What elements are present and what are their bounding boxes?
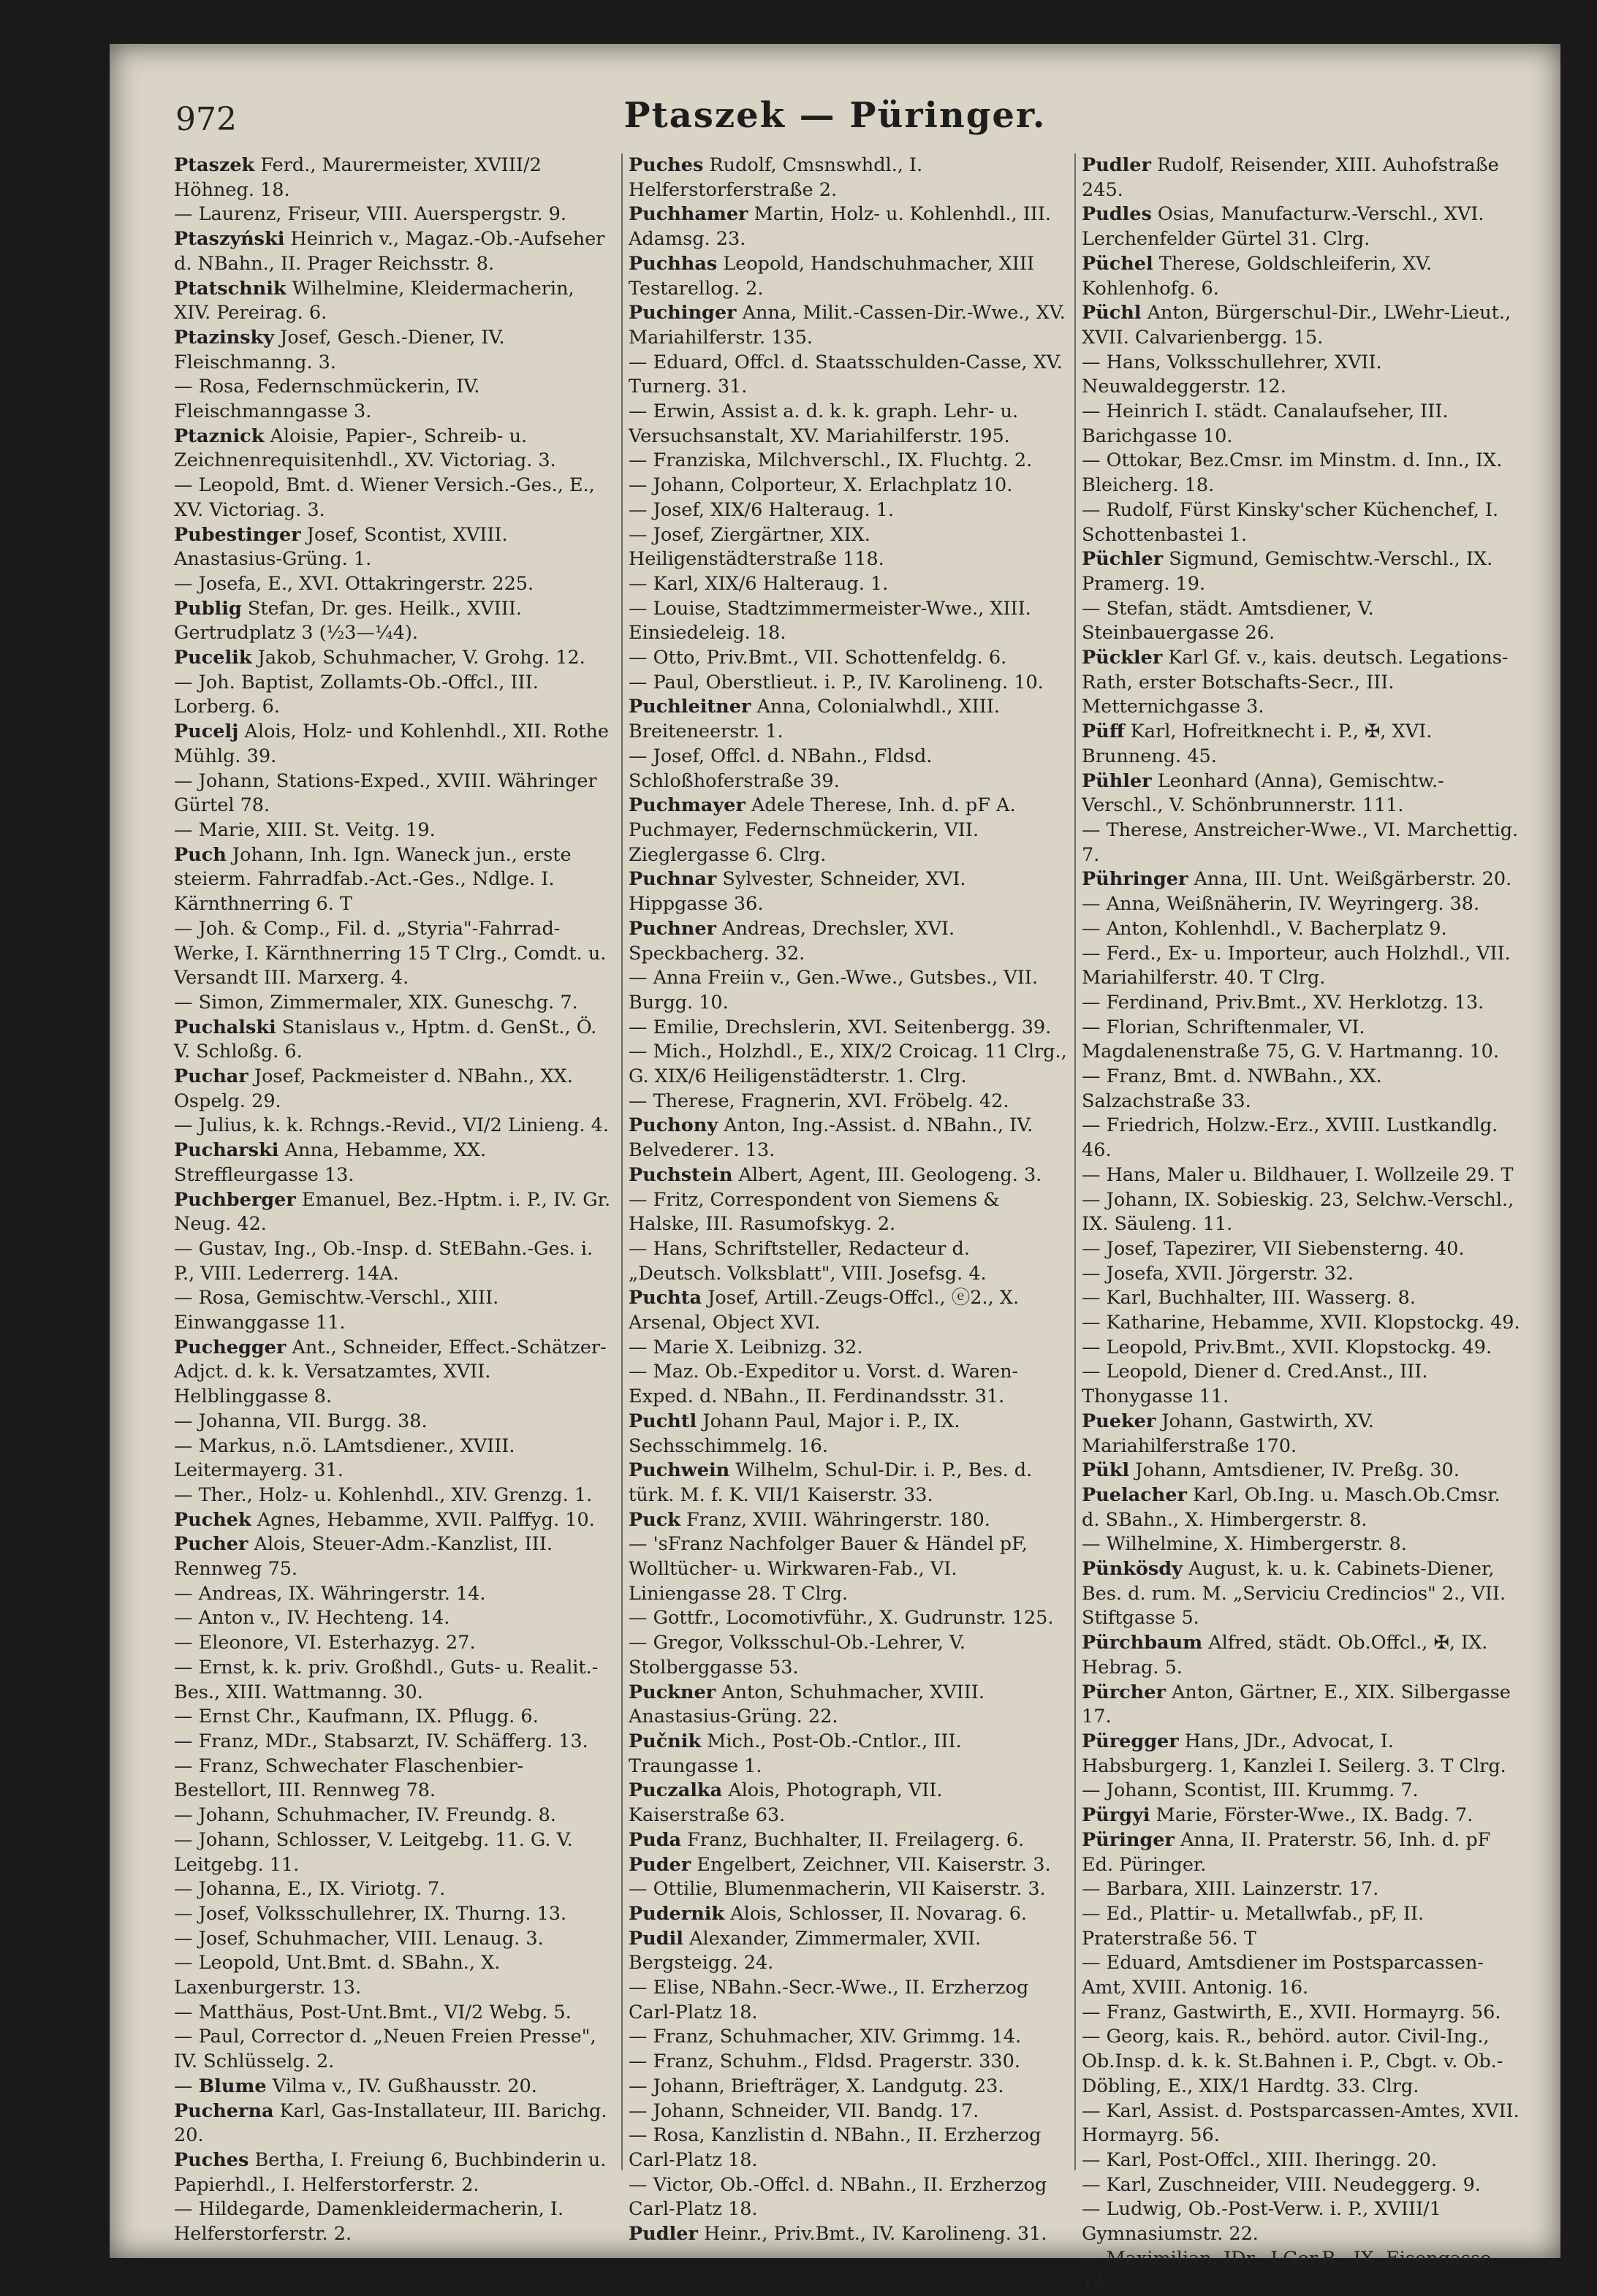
directory-entry: Pučnik Mich., Post-Ob.-Cntlor., III. Traungasse 1. xyxy=(629,1730,962,1777)
directory-entry: — Therese, Fragnerin, XVI. Fröbelg. 42. xyxy=(629,1090,1009,1112)
directory-entry: Puchwein Wilhelm, Schul-Dir. i. P., Bes. d. türk. M. f. K. VII/1 Kaiserstr. 33. xyxy=(629,1459,1033,1506)
directory-entry: Pürchbaum Alfred, städt. Ob.Offcl., ✠, IX. Hebrag. 5. xyxy=(1082,1632,1488,1679)
directory-entry: Pucelj Alois, Holz- und Kohlenhdl., XII. Rothe Mühlg. 39. xyxy=(174,721,609,767)
directory-entry: — Rosa, Gemischtw.-Verschl., XIII. Einwanggasse 11. xyxy=(174,1287,499,1334)
directory-entry: — Stefan, städt. Amtsdiener, V. Steinbauergasse 26. xyxy=(1082,597,1374,645)
directory-entry: Püringer Anna, II. Praterstr. 56, Inh. d. pF Ed. Püringer. xyxy=(1082,1828,1491,1876)
directory-entry: — Ed., Plattir- u. Metallwfab., pF, II. Praterstraße 56. T xyxy=(1082,1902,1425,1950)
directory-entry: — Ferd., Ex- u. Importeur, auch Holzhdl., VII. Mariahilferstr. 40. T Clrg. xyxy=(1082,942,1511,989)
directory-entry: Püchel Therese, Goldschleiferin, XV. Kohlenhofg. 6. xyxy=(1082,252,1433,300)
directory-entry: — Josef, XIX/6 Halteraug. 1. xyxy=(629,498,895,521)
directory-entry: — Laurenz, Friseur, VIII. Auerspergstr. 9. xyxy=(174,203,566,226)
directory-entry: — Rosa, Kanzlistin d. NBahn., II. Erzherzog Carl-Platz 18. xyxy=(629,2124,1042,2171)
column-divider xyxy=(621,153,623,2170)
directory-entry: Puchek Agnes, Hebamme, XVII. Palffyg. 10. xyxy=(174,1508,595,1531)
directory-entry: Puder Engelbert, Zeichner, VII. Kaiserstr. 3. xyxy=(629,1853,1051,1876)
directory-entry: — Leopold, Diener d. Cred.Anst., III. Thonygasse 11. xyxy=(1082,1361,1428,1408)
directory-entry: — Marie X. Leibnizg. 32. xyxy=(629,1336,863,1358)
directory-entry: — Leopold, Bmt. d. Wiener Versich.-Ges., E., XV. Victoriag. 3. xyxy=(174,474,595,521)
directory-entry: — Katharine, Hebamme, XVII. Klopstockg. 49. xyxy=(1082,1312,1520,1334)
directory-entry: Pünkösdy August, k. u. k. Cabinets-Diener, Bes. d. rum. M. „Serviciu Credincios" 2., VII. Stiftgasse 5. xyxy=(1082,1558,1506,1630)
directory-entry: Pudler Heinr., Priv.Bmt., IV. Karolineng. 31. xyxy=(629,2223,1047,2246)
directory-entry: Pudil Alexander, Zimmermaler, XVII. Bergsteigg. 24. xyxy=(629,1927,982,1974)
page-title: Ptaszek — Püringer. xyxy=(623,95,1047,136)
directory-entry: — Louise, Stadtzimmermeister-Wwe., XIII. Einsiedeleig. 18. xyxy=(629,597,1031,645)
directory-entry: — Ottilie, Blumenmacherin, VII Kaiserstr. 3. xyxy=(629,1878,1046,1901)
directory-entry: — Johann, Schneider, VII. Bandg. 17. xyxy=(629,2099,979,2122)
directory-entry: — Leopold, Priv.Bmt., XVII. Klopstockg. 49. xyxy=(1082,1336,1492,1358)
directory-entry: — Johann, Stations-Exped., XVIII. Währinger Gürtel 78. xyxy=(174,769,597,817)
directory-entry: — Anton v., IV. Hechteng. 14. xyxy=(174,1607,450,1630)
directory-entry: — Therese, Anstreicher-Wwe., VI. Marchettig. 7. xyxy=(1082,818,1519,866)
directory-entry: — Franz, Gastwirth, E., XVII. Hormayrg. 56. xyxy=(1082,2001,1501,2023)
directory-entry: Puchony Anton, Ing.-Assist. d. NBahn., IV. Belvederег. 13. xyxy=(629,1114,1033,1162)
directory-entry: Pudler Rudolf, Reisender, XIII. Auhofstraße 245. xyxy=(1082,154,1499,201)
directory-entry: — Franziska, Milchverschl., IX. Fluchtg. 2. xyxy=(629,449,1033,472)
directory-entry: — Ferdinand, Priv.Bmt., XV. Herklotzg. 13. xyxy=(1082,991,1484,1014)
directory-entry: — Ludwig, Ob.-Post-Verw. i. P., XVIII/1 Gymnasiumstr. 22. xyxy=(1082,2198,1441,2246)
directory-entry: — Rudolf, Fürst Kinsky'scher Küchenchef, I. Schottenbastei 1. xyxy=(1082,498,1499,546)
directory-entry: — Elise, NBahn.-Secr.-Wwe., II. Erzherzog Carl-Platz 18. xyxy=(629,1977,1029,2023)
directory-entry: Pucherna Karl, Gas-Installateur, III. Barichg. 20. xyxy=(174,2099,607,2147)
directory-entry: Puchmayer Adele Therese, Inh. d. pF A. Puchmayer, Federnschmückerin, VII. Zieglergasse 6. Clrg. xyxy=(629,794,1016,866)
column-3 xyxy=(1082,153,1520,2296)
directory-entry: Puchhamer Martin, Holz- u. Kohlenhdl., III. Adamsg. 23. xyxy=(629,203,1052,251)
directory-entry: — Leopold, Unt.Bmt. d. SBahn., X. Laxenburgerstr. 13. xyxy=(174,1952,501,1999)
column-divider xyxy=(1074,153,1076,2170)
directory-entry: — Josef, Volksschullehrer, IX. Thurng. 13. xyxy=(174,1902,567,1925)
directory-entry: Püff Karl, Hofreitknecht i. P., ✠, XVI. Brunneng. 45. xyxy=(1082,721,1433,767)
directory-entry: Pucelik Jakob, Schuhmacher, V. Grohg. 12. xyxy=(174,647,585,669)
directory-entry: — Johann, IX. Sobieskig. 23, Selchw.-Verschl., IX. Säuleng. 11. xyxy=(1082,1188,1514,1236)
directory-entry: Publig Stefan, Dr. ges. Heilk., XVIII. Gertrudplatz 3 (½3—¼4). xyxy=(174,597,522,645)
directory-entry: Pueker Johann, Gastwirth, XV. Mariahilferstraße 170. xyxy=(1082,1410,1374,1457)
directory-entry: — Paul, Corrector d. „Neuen Freien Presse", IV. Schlüsselg. 2. xyxy=(174,2026,596,2073)
directory-entry: — Blume Vilma v., IV. Gußhausstr. 20. xyxy=(174,2075,537,2097)
directory-entry: — Josef, Ziergärtner, XIX. Heiligenstädterstraße 118. xyxy=(629,523,884,571)
directory-entry: — Florian, Schriftenmaler, VI. Magdalenenstraße 75, G. V. Hartmanng. 10. xyxy=(1082,1016,1499,1063)
directory-entry: — Barbara, XIII. Lainzerstr. 17. xyxy=(1082,1878,1379,1901)
directory-entry: Puchner Andreas, Drechsler, XVI. Speckbacherg. 32. xyxy=(629,917,955,965)
directory-entry: Ptatschnik Wilhelmine, Kleidermacherin, XIV. Pereirag. 6. xyxy=(174,277,574,324)
directory-entry: Puchinger Anna, Milit.-Cassen-Dir.-Wwe., XV. Mariahilferstr. 135. xyxy=(629,302,1066,349)
directory-entry: — Johanna, VII. Burgg. 38. xyxy=(174,1410,428,1432)
directory-entry: — Karl, XIX/6 Halteraug. 1. xyxy=(629,572,889,595)
directory-entry: — Eleonore, VI. Esterhazyg. 27. xyxy=(174,1632,476,1654)
directory-entry: — Ther., Holz- u. Kohlenhdl., XIV. Grenzg. 1. xyxy=(174,1483,593,1506)
directory-entry: Pucher Alois, Steuer-Adm.-Kanzlist, III. Rennweg 75. xyxy=(174,1533,553,1581)
directory-entry: Puchleitner Anna, Colonialwhdl., XIII. Breiteneerstr. 1. xyxy=(629,696,1000,743)
directory-entry: Ptazinsky Josef, Gesch.-Diener, IV. Fleischmanng. 3. xyxy=(174,326,505,373)
directory-entry: Puchalski Stanislaus v., Hptm. d. GenSt., Ö. V. Schloßg. 6. xyxy=(174,1016,597,1063)
directory-entry: — Karl, Assist. d. Postsparcassen-Amtes, XVII. Hormayrg. 56. xyxy=(1082,2099,1520,2147)
directory-entry: — Hans, Schriftsteller, Redacteur d. „Deutsch. Volksblatt", VIII. Josefsg. 4. xyxy=(629,1237,987,1285)
directory-entry: — Anna, Weißnäherin, IV. Weyringerg. 38. xyxy=(1082,893,1480,916)
directory-entry: — Ernst, k. k. priv. Großhdl., Guts- u. Realit.-Bes., XIII. Wattmanng. 30. xyxy=(174,1656,599,1703)
directory-entry: Puchberger Emanuel, Bez.-Hptm. i. P., IV. Gr. Neug. 42. xyxy=(174,1188,611,1236)
directory-entry: — Johann, Briefträger, X. Landgutg. 23. xyxy=(629,2075,1004,2097)
directory-entry: Pühler Leonhard (Anna), Gemischtw.-Verschl., V. Schönbrunnerstr. 111. xyxy=(1082,769,1444,817)
directory-entry: — Josefa, E., XVI. Ottakringerstr. 225. xyxy=(174,572,534,595)
directory-entry: — Maz. Ob.-Expeditor u. Vorst. d. Waren-Exped. d. NBahn., II. Ferdinandsstr. 31. xyxy=(629,1361,1019,1408)
directory-entry: Puda Franz, Buchhalter, II. Freilagerg. 6. xyxy=(629,1828,1025,1851)
directory-entry: — Joh. Baptist, Zollamts-Ob.-Offcl., III. Lorberg. 6. xyxy=(174,671,539,718)
directory-entry: — Julius, k. k. Rchngs.-Revid., VI/2 Linieng. 4. xyxy=(174,1114,610,1137)
directory-entry: — 'sFranz Nachfolger Bauer & Händel pF, Wolltücher- u. Wirkwaren-Fab., VI. Liniengasse 28. T Clrg. xyxy=(629,1533,1028,1605)
directory-entry: — Gustav, Ing., Ob.-Insp. d. StEBahn.-Ges. i. P., VIII. Lederrerg. 14A. xyxy=(174,1237,593,1285)
directory-entry: — Franz, Schuhm., Fldsd. Pragerstr. 330. xyxy=(629,2050,1020,2073)
directory-entry: — Simon, Zimmermaler, XIX. Guneschg. 7. xyxy=(174,991,578,1014)
directory-entry: Pürgyi Marie, Förster-Wwe., IX. Badg. 7. xyxy=(1082,1804,1473,1827)
directory-entry: — Franz, Bmt. d. NWBahn., XX. Salzachstraße 33. xyxy=(1082,1065,1382,1112)
directory-entry: Puches Rudolf, Cmsnswhdl., I. Helferstorferstraße 2. xyxy=(629,154,923,201)
directory-entry: Puelacher Karl, Ob.Ing. u. Masch.Ob.Cmsr. d. SBahn., X. Himbergerstr. 8. xyxy=(1082,1483,1501,1531)
directory-entry: Puchtl Johann Paul, Major i. P., IX. Sechsschimmelg. 16. xyxy=(629,1410,960,1457)
directory-entry: Pükl Johann, Amtsdiener, IV. Preßg. 30. xyxy=(1082,1459,1460,1482)
directory-entry: — Eduard, Amtsdiener im Postsparcassen-Amt, XVIII. Antonig. 16. xyxy=(1082,1952,1484,1999)
page-number: 972 xyxy=(175,101,237,138)
directory-entry: Puchstein Albert, Agent, III. Geologeng. 3. xyxy=(629,1163,1042,1186)
directory-entry: — Matthäus, Post-Unt.Bmt., VI/2 Webg. 5. xyxy=(174,2001,572,2023)
directory-entry: — Gregor, Volksschul-Ob.-Lehrer, V. Stolberggasse 53. xyxy=(629,1632,966,1679)
directory-entry: Pürcher Anton, Gärtner, E., XIX. Silbergasse 17. xyxy=(1082,1681,1511,1728)
directory-entry: Ptaszek Ferd., Maurermeister, XVIII/2 Höhneg. 18. xyxy=(174,154,542,201)
directory-entry: Pückler Karl Gf. v., kais. deutsch. Legations-Rath, erster Botschafts-Secr., III. Metternichgasse 3. xyxy=(1082,647,1509,718)
directory-entry: — Hildegarde, Damenkleidermacherin, I. Helferstorferstr. 2. xyxy=(174,2198,564,2246)
directory-entry: — Paul, Oberstlieut. i. P., IV. Karolineng. 10. xyxy=(629,671,1044,693)
directory-entry: Püregger Hans, JDr., Advocat, I. Habsburgerg. 1, Kanzlei I. Seilerg. 3. T Clrg. xyxy=(1082,1730,1506,1777)
directory-entry: — Josefa, XVII. Jörgerstr. 32. xyxy=(1082,1262,1354,1285)
directory-entry: — Josef, Tapezirer, VII Siebensterng. 40. xyxy=(1082,1237,1465,1260)
directory-entry: Pubestinger Josef, Scontist, XVIII. Anastasius-Grüng. 1. xyxy=(174,523,508,571)
directory-entry: Puchegger Ant., Schneider, Effect.-Schätzer-Adjct. d. k. k. Versatzamtes, XVII. Helblinggasse 8. xyxy=(174,1336,607,1408)
directory-entry: — Anna Freiin v., Gen.-Wwe., Gutsbes., VII. Burgg. 10. xyxy=(629,967,1038,1014)
directory-entry: — Mich., Holzhdl., E., XIX/2 Croicag. 11 Clrg., G. XIX/6 Heiligenstädterstr. 1. Clrg. xyxy=(629,1041,1067,1088)
directory-entry: Puchar Josef, Packmeister d. NBahn., XX. Ospelg. 29. xyxy=(174,1065,573,1112)
directory-entry: — Wilhelmine, X. Himbergerstr. 8. xyxy=(1082,1533,1407,1556)
directory-entry: Pühringer Anna, III. Unt. Weißgärberstr. 20. xyxy=(1082,868,1512,891)
directory-entry: — Georg, kais. R., behörd. autor. Civil-Ing., Ob.Insp. d. k. k. St.Bahnen i. P., Cbgt. v. Ob.-Döbling, E., XIX/1 Hardtg. 33. Clrg. xyxy=(1082,2026,1503,2097)
directory-entry: — Andreas, IX. Währingerstr. 14. xyxy=(174,1582,486,1605)
directory-entry: Püchler Sigmund, Gemischtw.-Verschl., IX. Pramerg. 19. xyxy=(1082,548,1493,595)
directory-entry: — Joh. & Comp., Fil. d. „Styria"-Fahrrad-Werke, I. Kärnthnerring 15 T Clrg., Comdt. u. Versandt III. Marxerg. 4. xyxy=(174,917,607,989)
directory-entry: — Eduard, Offcl. d. Staatsschulden-Casse, XV. Turnerg. 31. xyxy=(629,351,1063,398)
directory-entry: — Johann, Schuhmacher, IV. Freundg. 8. xyxy=(174,1804,556,1827)
directory-entry: — Marie, XIII. St. Veitg. 19. xyxy=(174,818,436,841)
directory-entry: — Johann, Colporteur, X. Erlachplatz 10. xyxy=(629,474,1013,497)
directory-entry: Puchhas Leopold, Handschuhmacher, XIII Testarellog. 2. xyxy=(629,252,1035,300)
directory-entry: — Ottokar, Bez.Cmsr. im Minstm. d. Inn., IX. Bleicherg. 18. xyxy=(1082,449,1503,497)
directory-entry: Puczalka Alois, Photograph, VII. Kaiserstraße 63. xyxy=(629,1779,943,1827)
directory-entry: — Markus, n.ö. LAmtsdiener., XVIII. Leitermayerg. 31. xyxy=(174,1434,515,1482)
directory-entry: — Josef, Offcl. d. NBahn., Fldsd. Schloßhoferstraße 39. xyxy=(629,745,933,792)
directory-entry: — Victor, Ob.-Offcl. d. NBahn., II. Erzherzog Carl-Platz 18. xyxy=(629,2173,1047,2221)
directory-entry: Puck Franz, XVIII. Währingerstr. 180. xyxy=(629,1508,990,1531)
directory-entry: Puckner Anton, Schuhmacher, XVIII. Anastasius-Grüng. 22. xyxy=(629,1681,985,1728)
directory-entry: — Karl, Post-Offcl., XIII. Iheringg. 20. xyxy=(1082,2148,1437,2171)
directory-entry: — Franz, Schwechater Flaschenbier-Bestellort, III. Rennweg 78. xyxy=(174,1755,524,1802)
directory-entry: Ptaszyński Heinrich v., Magaz.-Ob.-Aufseher d. NBahn., II. Prager Reichsstr. 8. xyxy=(174,228,605,275)
directory-entry: Püchl Anton, Bürgerschul-Dir., LWehr-Lieut., XVII. Calvarienbergg. 15. xyxy=(1082,302,1511,349)
directory-entry: Pucharski Anna, Hebamme, XX. Streffleurgasse 13. xyxy=(174,1139,487,1186)
directory-entry: — Franz, Schuhmacher, XIV. Grimmg. 14. xyxy=(629,2026,1022,2048)
directory-entry: Puchnar Sylvester, Schneider, XVI. Hippgasse 36. xyxy=(629,868,966,916)
directory-entry: — Hans, Maler u. Bildhauer, I. Wollzeile 29. T xyxy=(1082,1163,1514,1186)
directory-entry: Puchta Josef, Artill.-Zeugs-Offcl., ⓔ2., X. Arsenal, Object XVI. xyxy=(629,1287,1020,1334)
directory-entry: Ptaznick Aloisie, Papier-, Schreib- u. Zeichnenrequisitenhdl., XV. Victoriag. 3. xyxy=(174,425,556,472)
directory-entry: — Johanna, E., IX. Viriotg. 7. xyxy=(174,1878,446,1901)
directory-entry: — Otto, Priv.Bmt., VII. Schottenfeldg. 6. xyxy=(629,647,1007,669)
directory-entry: — Johann, Scontist, III. Krummg. 7. xyxy=(1082,1779,1419,1802)
directory-entry: — Erwin, Assist a. d. k. k. graph. Lehr- u. Versuchsanstalt, XV. Mariahilferstr. 195. xyxy=(629,400,1019,447)
directory-entry: — Friedrich, Holzw.-Erz., XVIII. Lustkandlg. 46. xyxy=(1082,1114,1498,1162)
directory-entry: — Karl, Zuschneider, VIII. Neudeggerg. 9. xyxy=(1082,2173,1481,2196)
directory-entry: Pudles Osias, Manufacturw.-Verschl., XVI. Lerchenfelder Gürtel 31. Clrg. xyxy=(1082,203,1484,251)
directory-entry: — Anton, Kohlenhdl., V. Bacherplatz 9. xyxy=(1082,917,1447,940)
directory-entry: Puch Johann, Inh. Ign. Waneck jun., erste steierm. Fahrradfab.-Act.-Ges., Ndlge. I. Kärnthnerring 6. T xyxy=(174,843,572,916)
directory-entry: — Josef, Schuhmacher, VIII. Lenaug. 3. xyxy=(174,1927,544,1950)
column-1 xyxy=(174,153,612,2247)
directory-entry: — Rosa, Federnschmückerin, IV. Fleischmanngasse 3. xyxy=(174,376,480,423)
directory-entry: — Emilie, Drechslerin, XVI. Seitenbergg. 39. xyxy=(629,1016,1052,1038)
directory-entry: Pudernik Alois, Schlosser, II. Novarag. 6. xyxy=(629,1902,1028,1925)
directory-entry: — Karl, Buchhalter, III. Wasserg. 8. xyxy=(1082,1287,1416,1309)
directory-entry: — Fritz, Correspondent von Siemens & Halske, III. Rasumofskyg. 2. xyxy=(629,1188,1000,1236)
directory-page xyxy=(110,44,1560,2295)
directory-entry: — Gottfr., Locomotivführ., X. Gudrunstr. 125. xyxy=(629,1607,1054,1630)
column-2 xyxy=(629,153,1067,2247)
directory-entry: — Heinrich I. städt. Canalaufseher, III. Barichgasse 10. xyxy=(1082,400,1449,447)
directory-entry: — Maximilian, JDr., LGer.R., IX. Eisengasse 14. xyxy=(1082,2247,1492,2295)
directory-entry: — Hans, Volksschullehrer, XVII. Neuwaldeggerstr. 12. xyxy=(1082,351,1382,398)
directory-entry: Puches Bertha, I. Freiung 6, Buchbinderin u. Papierhdl., I. Helferstorferstr. 2. xyxy=(174,2148,607,2196)
directory-entry: — Franz, MDr., Stabsarzt, IV. Schäfferg. 13. xyxy=(174,1730,588,1752)
directory-entry: — Ernst Chr., Kaufmann, IX. Pflugg. 6. xyxy=(174,1706,539,1728)
directory-entry: — Johann, Schlosser, V. Leitgebg. 11. G. V. Leitgebg. 11. xyxy=(174,1828,573,1876)
